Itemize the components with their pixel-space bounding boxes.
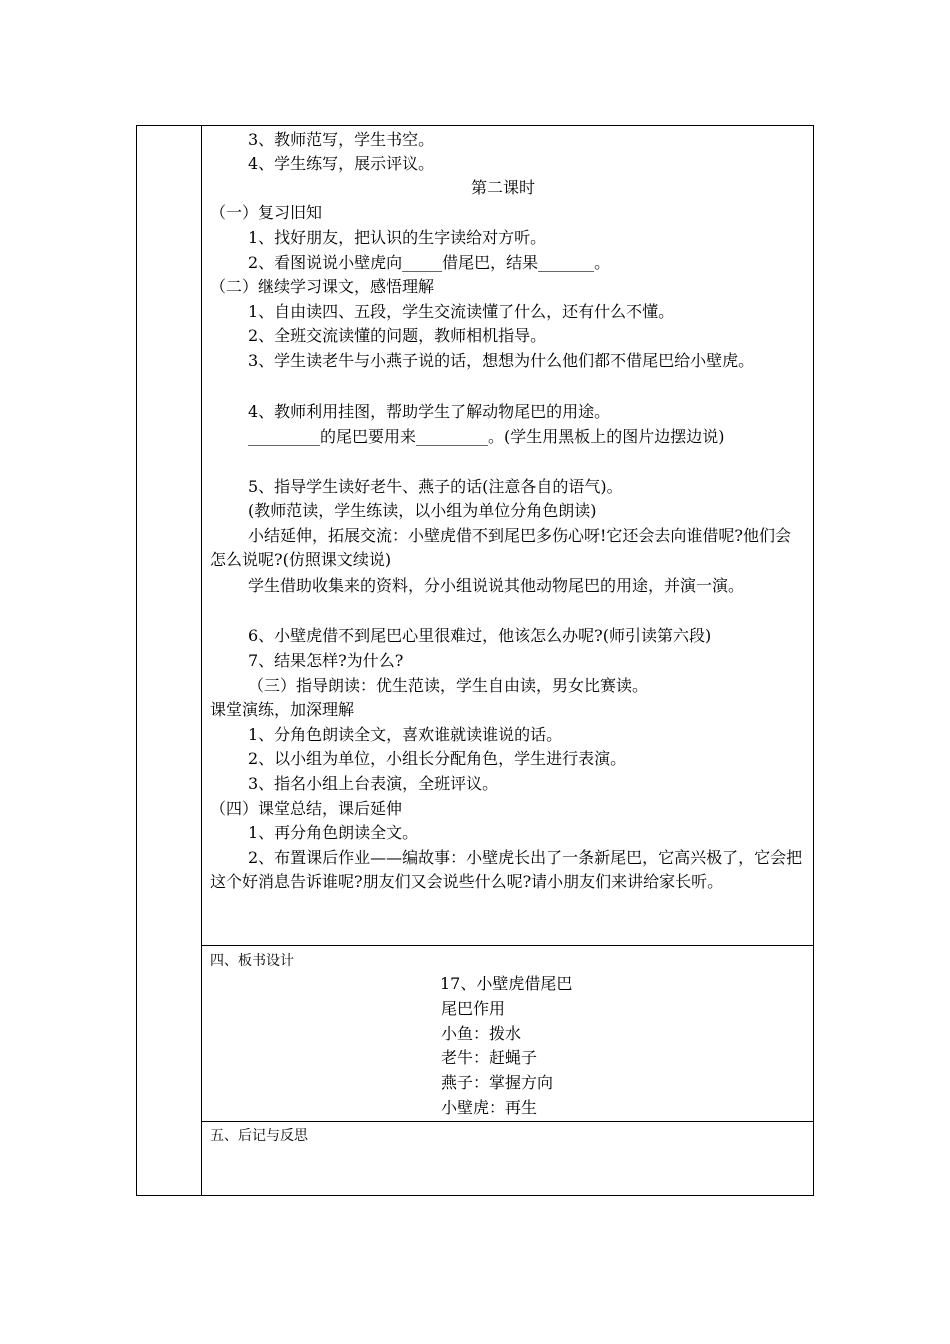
continue-item: 7、结果怎样?为什么? bbox=[248, 651, 404, 670]
continue-item: 2、全班交流读懂的问题，教师相机指导。 bbox=[248, 326, 547, 345]
step-4: 4、学生练写，展示评议。 bbox=[248, 154, 435, 173]
board-line: 燕子：掌握方向 bbox=[441, 1073, 554, 1092]
reading-heading: （三）指导朗读：优生范读，学生自由读，男女比赛读。 bbox=[248, 676, 649, 695]
row-divider-reflection bbox=[202, 1121, 814, 1122]
extension-paragraph: 小结延伸，拓展交流：小壁虎借不到尾巴多伤心呀!它还会去向谁借呢?他们会怎么说呢?(仿照课文续说) bbox=[210, 526, 792, 569]
practice-heading: 课堂演练，加深理解 bbox=[210, 700, 355, 719]
continue-note: (教师范读，学生练读，以小组为单位分角色朗读) bbox=[248, 501, 597, 520]
continue-item: 1、自由读四、五段，学生交流读懂了什么，还有什么不懂。 bbox=[248, 302, 675, 321]
continue-item: 6、小壁虎借不到尾巴心里很难过，他该怎么办呢?(师引读第六段) bbox=[248, 626, 712, 645]
period-title: 第二课时 bbox=[471, 178, 536, 197]
review-item: 1、找好朋友，把认识的生字读给对方听。 bbox=[248, 228, 547, 247]
board-line: 小鱼：拨水 bbox=[441, 1024, 522, 1043]
practice-item: 2、以小组为单位，小组长分配角色，学生进行表演。 bbox=[248, 749, 627, 768]
homework-paragraph: 2、布置课后作业——编故事：小壁虎长出了一条新尾巴，它高兴极了，它会把这个好消息告诉谁呢?朋友们又会说些什么呢?请小朋友们来讲给家长听。 bbox=[210, 848, 803, 891]
review-item: 2、看图说说小壁虎向_____借尾巴，结果_______。 bbox=[248, 253, 611, 272]
review-heading: （一）复习旧知 bbox=[210, 203, 323, 222]
board-subtitle: 尾巴作用 bbox=[441, 999, 506, 1018]
continue-item: 4、教师利用挂图，帮助学生了解动物尾巴的用途。 bbox=[248, 402, 611, 421]
board-line: 老牛：赶蝇子 bbox=[441, 1048, 538, 1067]
step-3: 3、教师范写，学生书空。 bbox=[248, 130, 435, 149]
row-divider-board bbox=[202, 945, 814, 946]
board-line: 小壁虎：再生 bbox=[441, 1098, 538, 1117]
continue-item: 3、学生读老牛与小燕子说的话，想想为什么他们都不借尾巴给小壁虎。 bbox=[248, 351, 755, 370]
fill-blank-line: _________的尾巴要用来_________。(学生用黑板上的图片边摆边说) bbox=[248, 427, 725, 446]
board-heading: 四、板书设计 bbox=[210, 953, 294, 969]
practice-item: 1、分角色朗读全文，喜欢谁就读谁说的话。 bbox=[248, 725, 563, 744]
materials-paragraph: 学生借助收集来的资料，分小组说说其他动物尾巴的用途，并演一演。 bbox=[248, 576, 745, 595]
practice-item: 3、指名小组上台表演，全班评议。 bbox=[248, 774, 499, 793]
continue-item: 5、指导学生读好老牛、燕子的话(注意各自的语气)。 bbox=[248, 477, 623, 496]
board-title: 17、小壁虎借尾巴 bbox=[440, 974, 573, 993]
continue-heading: （二）继续学习课文，感悟理解 bbox=[210, 277, 435, 296]
column-divider bbox=[201, 125, 202, 1196]
summary-item: 1、再分角色朗读全文。 bbox=[248, 823, 419, 842]
reflection-heading: 五、后记与反思 bbox=[210, 1128, 308, 1144]
summary-heading: （四）课堂总结，课后延伸 bbox=[210, 799, 403, 818]
